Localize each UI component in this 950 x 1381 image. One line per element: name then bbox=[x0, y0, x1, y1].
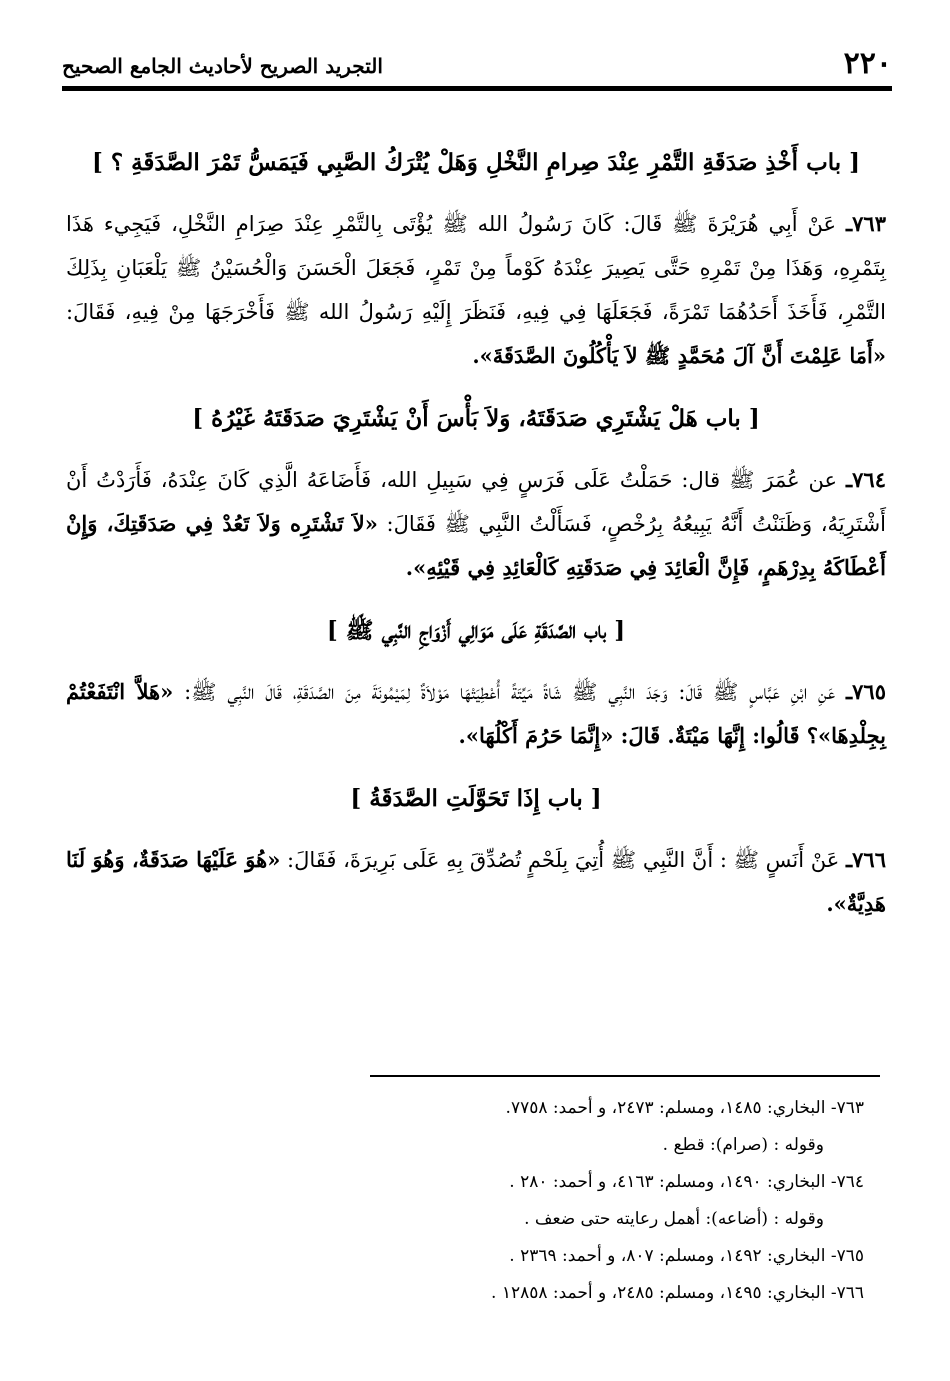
hadith-paragraph bbox=[66, 670, 886, 758]
running-title: التجريد الصريح لأحاديث الجامع الصحيح bbox=[62, 54, 383, 78]
hadith-number: ٧٦٦ـ bbox=[846, 847, 886, 872]
hadith-paragraph bbox=[66, 458, 886, 590]
hadith-paragraph bbox=[66, 202, 886, 378]
chapter-heading: [ باب أَخْذِ صَدَقَةِ التَّمْرِ عِنْدَ صِرامِ النَّخْلِ وَهَلْ يُتْرَكُ الصَّبِي فَيَمَسُّ تَمْرَ الصَّدَقَةِ ؟ ] bbox=[91, 149, 861, 176]
footnote-source: ٧٦٤- البخاري: ١٤٩٠، ومسلم: ٤١٦٣، و أحمد: ٢٨٠ . bbox=[509, 1172, 864, 1192]
footnote-gloss: وقوله : (صرام): قطع . bbox=[662, 1135, 824, 1155]
chapter-heading: [ باب الصَّدَقَةِ عَلَى مَوَالِي أَزْوَاجِ النَّبِي ﷺ ] bbox=[326, 617, 626, 644]
footnote-source: ٧٦٣- البخاري: ١٤٨٥، ومسلم: ٢٤٧٣، و أحمد: ٧٧٥٨. bbox=[505, 1098, 864, 1118]
footnote-source: ٧٦٦- البخاري: ١٤٩٥، ومسلم: ٢٤٨٥، و أحمد: ١٢٨٥٨ . bbox=[491, 1283, 864, 1303]
chapter-heading: [ باب إِذَا تَحَوَّلَتِ الصَّدَقَةُ ] bbox=[350, 785, 602, 812]
page-body bbox=[66, 140, 886, 944]
footnote-gloss: وقوله : (أضاعه): أهمل رعايته حتى ضعف . bbox=[524, 1209, 824, 1229]
hadith-text: عن عُمَرَ ﷺ قال: حَمَلْتُ عَلَى فَرَسٍ فِي سَبِيلِ الله، فَأَضَاعَهُ الَّذِي كَانَ عِنْدَهُ، فَأَرَدْتُ أَنْ أَشْتَرِيَهُ، وَظَنَنْتُ أَنَّهُ يَبِيعُهُ بِرُخْصٍ، فَسَأَلْتُ النَّبِي ﷺ فَقَالَ: bbox=[66, 468, 886, 536]
hadith-paragraph bbox=[66, 838, 886, 926]
hadith-text: عَنْ أَبِي هُرَيْرَةَ ﷺ قَالَ: كَانَ رَسُولُ الله ﷺ يُؤْتَى بِالتَّمْرِ عِنْدَ صِرَامِ النَّخْلِ، فَيَجِيء هَذَا بِتَمْرِهِ، وَهَذَا مِنْ تَمْرِهِ حَتَّى يَصِيرَ عِنْدَهُ كَوْماً مِنْ تَمْرٍ، فَجَعَلَ الْحَسَنَ وَالْحُسَيْنُ ﷺ يَلْعَبَانِ بِذَلِكَ التَّمْرِ، فَأَخَذَ أَحَدُهُمَا تَمْرَةً، فَجَعَلَهَا فِي فِيهِ، فَنَظَرَ إِلَيْهِ رَسُولُ الله ﷺ فَأَخْرَجَهَا مِنْ فِيهِ، فَقَالَ: bbox=[66, 212, 886, 324]
hadith-quote: «لاَ تَشْتَرِه وَلاَ تَعُدْ فِي صَدَقَتِكَ، وَإِنْ أَعْطَاكَهُ بِدِرْهَمٍ، فَإِنَّ الْعَائِدَ فِي صَدَقَتِهِ كَالْعَائِدِ فِي قَيْئِهِ». bbox=[66, 511, 886, 580]
hadith-text: عَنْ أَنَسٍ ﷺ : أَنَّ النَّبِي ﷺ أُتِيَ بِلَحْمٍ تُصُدِّقَ بِهِ عَلَى بَرِيرَةَ، فَقَالَ: bbox=[287, 848, 840, 872]
hadith-quote: «أَمَا عَلِمْتَ أَنَّ آلَ مُحَمَّدٍ ﷺ لاَ يَأْكُلُونَ الصَّدَقَةَ». bbox=[472, 343, 886, 368]
footnotes bbox=[244, 1090, 864, 1312]
chapter-heading: [ باب هَلْ يَشْتَرِي صَدَقَتَهُ، وَلاَ بَأْسَ أَنْ يَشْتَرِيَ صَدَقَتَهُ غَيْرُهُ ] bbox=[192, 405, 760, 432]
hadith-number: ٧٦٥ـ bbox=[845, 679, 886, 704]
page-header bbox=[62, 44, 892, 86]
header-rule bbox=[62, 86, 892, 91]
hadith-quote: «هَلاَّ انْتَفَعْتُمْ بِجِلْدِهَا»؟ قَالُوا: إِنَّهَا مَيْتَةٌ. قَالَ: «إِنَّمَا حَرُمَ أَكْلُهَا». bbox=[66, 679, 886, 748]
hadith-quote: «هُوَ عَلَيْهَا صَدَقَةٌ، وَهُوَ لَنَا هَدِيَّةٌ». bbox=[66, 847, 886, 916]
footnote-rule bbox=[370, 1075, 880, 1077]
footnote-source: ٧٦٥- البخاري: ١٤٩٢، ومسلم: ٨٠٧، و أحمد: ٢٣٦٩ . bbox=[509, 1246, 864, 1266]
hadith-number: ٧٦٤ـ bbox=[846, 467, 886, 492]
page-number: ٢٢٠ bbox=[843, 46, 892, 81]
hadith-number: ٧٦٣ـ bbox=[846, 211, 886, 236]
hadith-text: عَنِ ابْنِ عَبَّاسٍ ﷺ قَالَ: وَجَدَ النَّبِي ﷺ شَاةً مَيِّتَةً أُعْطِيَتْهَا مَوْلاَةٌ لِمَيْمُونَةَ مِنَ الصَّدَقَةِ، قَالَ النَّبِي ﷺ: bbox=[184, 680, 836, 704]
